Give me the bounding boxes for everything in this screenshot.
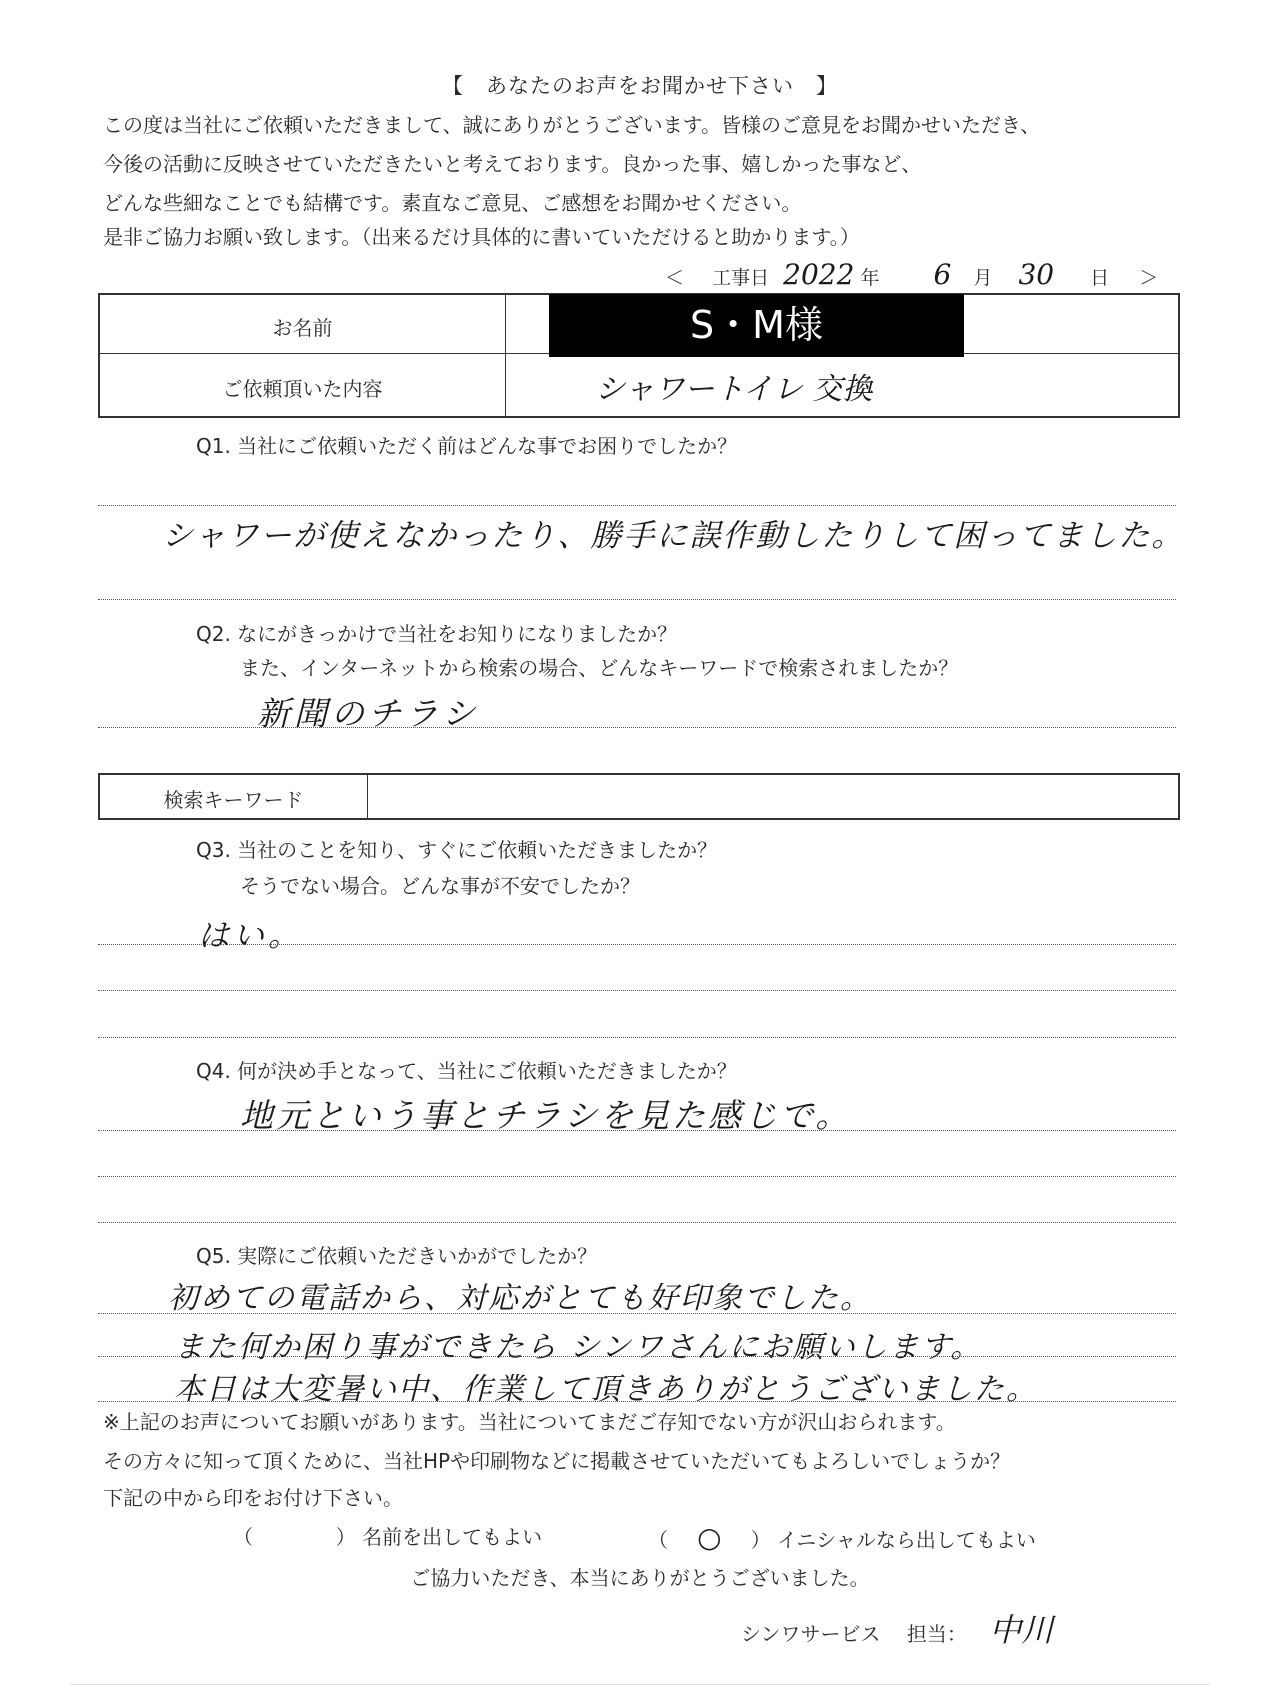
table-divider <box>505 293 506 416</box>
intro-line-2: 今後の活動に反映させていただきたいと考えております。良かった事、嬉しかった事など、 <box>103 152 922 176</box>
staff-name: 中川 <box>989 1611 1054 1649</box>
q3-answer: はい。 <box>198 918 303 954</box>
option-name-close: ） <box>335 1525 356 1549</box>
notice-line-2: その方々に知って頂くために、当社HPや印刷物などに掲載させていただいてもよろしいでしょうか？ <box>103 1449 1011 1473</box>
form-title: 【 あなたのお声をお聞かせ下さい 】 <box>442 74 838 98</box>
q4-question: Q4. 何が決め手となって、当社にご依頼いただきましたか？ <box>196 1059 737 1083</box>
option-initial-close: ） <box>750 1528 771 1552</box>
date-label: 工事日 <box>712 267 770 289</box>
q2-answer: 新聞のチラシ <box>257 694 479 733</box>
date-close-bracket: ＞ <box>1139 267 1159 289</box>
date-month-unit: 月 <box>973 267 993 289</box>
option-initial-label: イニシャルなら出してもよい <box>777 1528 1036 1552</box>
date-year-unit: 年 <box>860 267 880 289</box>
intro-line-3: どんな些細なことでも結構です。素直なご意見、ご感想をお聞かせください。 <box>103 191 802 215</box>
answer-line <box>98 944 1176 945</box>
option-name-open: （ <box>233 1525 253 1549</box>
answer-line <box>98 1037 1176 1038</box>
thanks-message: ご協力いただき、本当にありがとうございました。 <box>410 1566 870 1590</box>
date-month: 6 <box>933 258 952 291</box>
answer-line <box>98 1222 1176 1223</box>
option-initial <box>648 1521 1036 1554</box>
q5-answer-line-2: また何か困り事ができたら シンワさんにお願いします。 <box>174 1330 983 1365</box>
scan-edge <box>70 1684 1210 1685</box>
request-label: ご依頼頂いた内容 <box>222 377 383 401</box>
answer-line <box>98 1313 1176 1314</box>
q2-question-sub: また、インターネットから検索の場合、どんなキーワードで検索されましたか？ <box>240 656 959 680</box>
date-open-bracket: ＜ <box>665 267 685 289</box>
notice-line-3: 下記の中から印をお付け下さい。 <box>103 1486 403 1510</box>
option-name <box>233 1521 542 1550</box>
date-year: 2022 <box>783 258 855 291</box>
intro-line-1: この度は当社にご依頼いただきまして、誠にありがとうございます。皆様のご意見をお聞かせいただき、 <box>103 113 1041 137</box>
answer-line <box>98 727 1176 728</box>
customer-name: S・M様 <box>549 294 964 357</box>
answer-line <box>98 1356 1176 1357</box>
q1-answer: シャワーが使えなかったり、勝手に誤作動したりして困ってました。 <box>162 518 1185 554</box>
construction-date <box>665 258 1158 291</box>
notice-line-1: ※上記のお声についてお願いがあります。当社についてまだご存知でない方が沢山おられます。 <box>103 1410 956 1434</box>
answer-line <box>98 1176 1176 1177</box>
footer <box>741 1605 1053 1651</box>
option-initial-mark: ○ <box>697 1521 722 1554</box>
staff-label: 担当： <box>906 1622 967 1646</box>
request-value: シャワートイレ 交換 <box>595 372 873 407</box>
date-day: 30 <box>1018 258 1055 291</box>
date-day-unit: 日 <box>1090 267 1110 289</box>
answer-line <box>98 1130 1176 1131</box>
answer-line <box>98 599 1176 600</box>
keyword-divider <box>367 773 368 818</box>
q2-question: Q2. なにがきっかけで当社をお知りになりましたか？ <box>196 622 678 646</box>
q5-question: Q5. 実際にご依頼いただきいかがでしたか？ <box>196 1244 598 1268</box>
option-initial-open: （ <box>648 1528 668 1552</box>
answer-line <box>98 505 1176 506</box>
company-name: シンワサービス <box>741 1622 881 1646</box>
search-keyword-label: 検索キーワード <box>163 788 304 812</box>
q5-answer-line-1: 初めての電話から、対応がとても好印象でした。 <box>168 1281 872 1316</box>
option-name-label: 名前を出してもよい <box>362 1525 543 1549</box>
answer-line <box>98 1401 1176 1402</box>
name-label: お名前 <box>272 316 333 340</box>
q3-question-sub: そうでない場合。どんな事が不安でしたか？ <box>240 874 640 898</box>
q3-question: Q3. 当社のことを知り、すぐにご依頼いただきましたか？ <box>196 838 718 862</box>
q1-question: Q1. 当社にご依頼いただく前はどんな事でお困りでしたか？ <box>196 434 738 458</box>
q4-answer: 地元という事とチラシを見た感じで。 <box>240 1096 852 1135</box>
answer-line <box>98 990 1176 991</box>
intro-line-4: 是非ご協力お願い致します。（出来るだけ具体的に書いていただけると助かります。） <box>103 225 860 249</box>
q5-answer-line-3: 本日は大変暑い中、作業して頂きありがとうございました。 <box>174 1372 1038 1407</box>
